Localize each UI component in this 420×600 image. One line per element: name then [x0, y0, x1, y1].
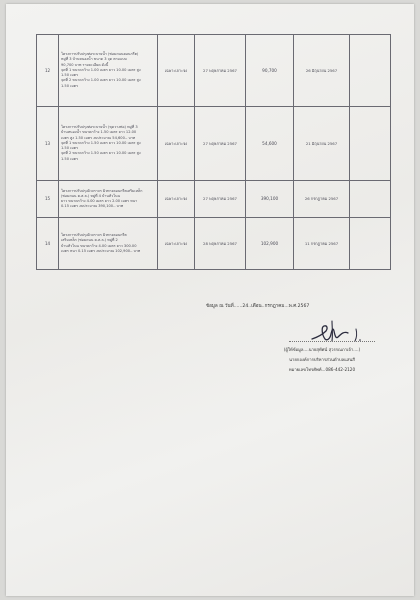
table-row: [37, 107, 391, 181]
description-line: จุดที่ 1 ขนาดกว้าง 1.00 เมตร ยาว 10.00 เมตร สูง: [61, 67, 141, 72]
row-number: 15: [37, 181, 59, 218]
table-row: [37, 35, 391, 107]
description-line: 0.15 เมตร งบประมาณ 390,100.- บาท: [61, 204, 124, 209]
description-line: จุดที่ 2 ขนาดกว้าง 1.00 เมตร ยาว 10.00 เมตร สูง: [61, 78, 141, 83]
due-date: 26 กรกฎาคม 2567: [294, 181, 350, 218]
row-number: 14: [37, 218, 59, 270]
description-line: จุดที่ 1 ขนาดกว้าง 1.50 เมตร ยาว 10.00 เมตร สูง: [61, 140, 141, 145]
contract-date: 27 พฤษภาคม 2567: [195, 35, 246, 107]
procurement-method: เฉพาะเจาะจง: [158, 107, 195, 181]
description-line: 1.50 เมตร: [61, 73, 79, 78]
project-description: [59, 218, 158, 270]
remark-cell: [350, 218, 391, 270]
signer-block: [262, 345, 382, 375]
project-description: [59, 181, 158, 218]
description-line: จุดที่ 2 ขนาดกว้าง 1.50 เมตร ยาว 10.00 เมตร สูง: [61, 151, 141, 156]
project-description: [59, 107, 158, 181]
due-date: 11 กรกฎาคม 2567: [294, 218, 350, 270]
description-line: โครงการปรับปรุงท่อระบายน้ำ (ซ่อมถนนคอนกรีต): [61, 52, 139, 57]
signer-name: (ผู้ให้ข้อมูล....นายสุทัศน์ สุวรรณภาเจ้า....): [283, 347, 361, 352]
description-line: เสริมเหล็ก (ซ่อมถนน ค.ส.ล.) หมู่ที่ 2: [61, 238, 118, 243]
document-page: [6, 4, 414, 596]
description-line: 1.50 เมตร: [61, 83, 79, 88]
description-line: เมตร สูง 1.50 เมตร งบประมาณ 54,600.- บาท: [61, 135, 136, 140]
contract-amount: 390,100: [246, 181, 294, 218]
row-number: 12: [37, 35, 59, 107]
due-date: 21 มิถุนายน 2567: [294, 107, 350, 181]
remark-cell: [350, 107, 391, 181]
description-line: เมตร หนา 0.15 เมตร งบประมาณ 102,900.- บาท: [61, 248, 141, 253]
description-line: บ้านหนองน้ำ ขนาดกว้าง 1.50 เมตร ยาว 12.00: [61, 130, 137, 135]
procurement-method: เฉพาะเจาะจง: [158, 35, 195, 107]
description-line: บ้านหัวโนน ขนาดกว้าง 4.00 เมตร ยาว 300.00: [61, 243, 137, 248]
data-as-of-date: ข้อมูล ณ วันที่......24..เดือน..กรกฎาคม...พ.ศ.2567: [206, 304, 310, 309]
description-line: 90,700 บาท รายละเอียด ดังนี้: [61, 62, 109, 67]
contract-amount: 90,700: [246, 35, 294, 107]
row-number: 13: [37, 107, 59, 181]
contract-date: 27 พฤษภาคม 2567: [195, 181, 246, 218]
signer-phone: หมายเลขโทรศัพท์...086-442-2120: [288, 367, 356, 372]
project-description: [59, 35, 158, 107]
description-line: (ซ่อมถนน ค.ส.ล.) หมู่ที่ 4 บ้านหัวโนน: [61, 193, 121, 198]
handwritten-signature: [308, 317, 372, 347]
remark-cell: [350, 181, 391, 218]
procurement-method: เฉพาะเจาะจง: [158, 218, 195, 270]
procurement-method: เฉพาะเจาะจง: [158, 181, 195, 218]
description-line: โครงการปรับปรุงผิวจราจร ผิวทางคอนกรีตเสริมเหล็ก: [61, 188, 143, 193]
signer-position: นายกองค์การบริหารส่วนตำบลแสนสี: [289, 357, 355, 362]
description-line: ยาว ขนาดกว้าง 4.00 เมตร ยาว 2.00 เมตร หนา: [61, 199, 138, 203]
remark-cell: [350, 35, 391, 107]
table-row: [37, 218, 391, 270]
description-line: โครงการปรับปรุงผิวจราจร ผิวทางคอนกรีต: [61, 233, 127, 238]
contract-amount: 102,900: [246, 218, 294, 270]
contract-date: 28 พฤษภาคม 2567: [195, 218, 246, 270]
contract-amount: 54,600: [246, 107, 294, 181]
due-date: 26 มิถุนายน 2567: [294, 35, 350, 107]
procurement-table: [36, 34, 391, 270]
description-line: โครงการปรับปรุงท่อระบายน้ำ (ขุดวางท่อ) หมู่ที่ 3: [61, 125, 138, 130]
description-line: 1.50 เมตร: [61, 146, 79, 151]
description-line: 1.50 เมตร: [61, 156, 79, 161]
description-line: หมู่ที่ 3 บ้านหนองน้ำ ขนาด 3 จุด ตามแบบ: [61, 57, 127, 62]
signature-line: [289, 341, 375, 342]
table-row: [37, 181, 391, 218]
contract-date: 27 พฤษภาคม 2567: [195, 107, 246, 181]
